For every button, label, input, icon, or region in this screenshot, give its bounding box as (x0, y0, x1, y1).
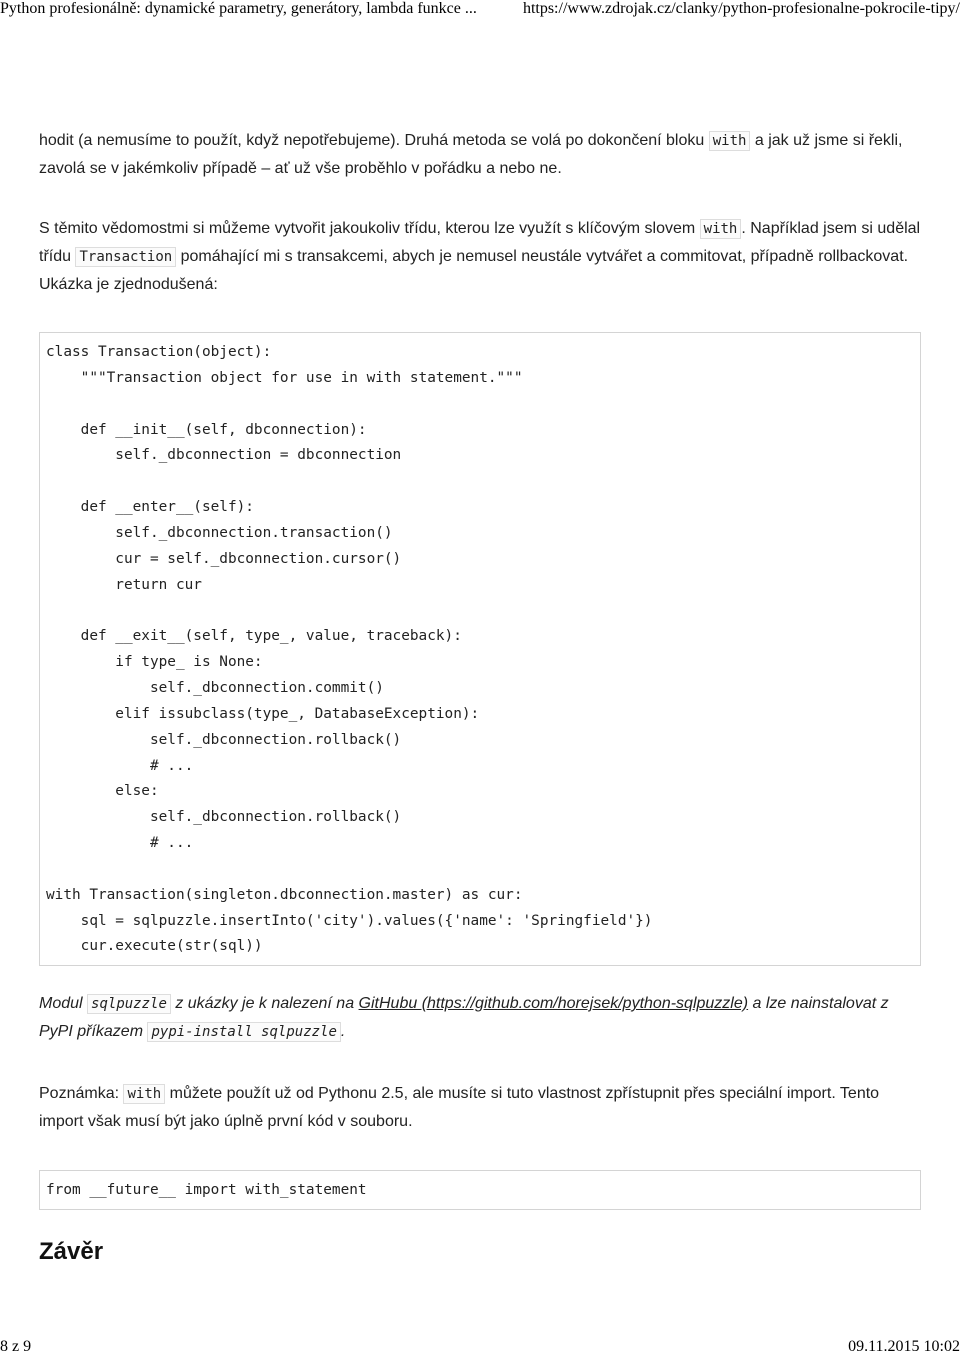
text: pomáhající mi s transakcemi, abych je nemusel neustále vytvářet a commitovat, případně rollbackovat. Ukázka je zjednodušená: (39, 248, 909, 293)
inline-code-sqlpuzzle: sqlpuzzle (87, 994, 171, 1014)
text: . Například jsem si udělal třídu (39, 220, 921, 265)
section-heading-conclusion: Závěr (39, 1238, 104, 1265)
text: . (340, 1023, 346, 1040)
print-header (0, 0, 960, 20)
print-header-url: https://www.zdrojak.cz/clanky/python-profesionalne-pokrocile-tipy/ (522, 0, 960, 17)
print-header-title: Python profesionálně: dynamické parametry, generátory, lambda funkce ... (0, 0, 477, 17)
inline-code-with: with (709, 131, 751, 151)
paragraph-transaction-intro (39, 215, 921, 299)
inline-code-with: with (700, 219, 742, 239)
inline-code-transaction: Transaction (75, 247, 176, 267)
text: S těmito vědomostmi si můžeme vytvořit jakoukoliv třídu, kterou lze využít s klíčovým slovem (39, 220, 700, 237)
github-link[interactable]: GitHubu (https://github.com/horejsek/python-sqlpuzzle) (358, 995, 749, 1012)
paragraph-with-exit (39, 127, 921, 183)
inline-code-with: with (123, 1084, 165, 1104)
text: můžete použít už od Pythonu 2.5, ale musíte si tuto vlastnost zpřístupnit přes speciální import. Tento import však musí být jako úplně první kód v souboru. (39, 1085, 880, 1130)
text: a lze nainstalovat z PyPI příkazem (39, 995, 889, 1040)
text: Poznámka: (39, 1085, 124, 1102)
inline-code-pypi-install: pypi-install sqlpuzzle (147, 1022, 340, 1042)
page-number: 8 z 9 (0, 1338, 32, 1355)
text: a jak už jsme si řekli, zavolá se v jakémkoliv případě – ať už vše proběhlo v pořádku a nebo ne. (39, 132, 903, 177)
article-content (39, 127, 921, 1266)
paragraph-note (39, 1080, 921, 1136)
text: Modul (39, 995, 88, 1012)
text: z ukázky je k nalezení na (170, 995, 359, 1012)
print-footer (0, 1338, 960, 1358)
paragraph-sqlpuzzle (39, 990, 921, 1046)
code-block-future-import: from __future__ import with_statement (39, 1170, 921, 1210)
print-datetime: 09.11.2015 10:02 (848, 1338, 960, 1355)
text: hodit (a nemusíme to použít, když nepotřebujeme). Druhá metoda se volá po dokončení bloku (39, 132, 709, 149)
code-block-transaction: class Transaction(object): """Transaction object for use in with statement.""" def __init__(self, dbconnection): self._dbconnection = dbconnection def __enter__(self): self._dbconnection.transaction() cur = self._dbconnection.cursor() return cur def __exit__(self, type_, value, traceback): if type_ is None: self._dbconnection.commit() elif issubclass(type_, DatabaseException): self._dbconnection.rollback() # ... else: self._dbconnection.rollback() # ... with Transaction(singleton.dbconnection.master) as cur: sql = sqlpuzzle.insertInto('city').values({'name': 'Springfield'}) cur.execute(str(sql)) (39, 332, 921, 966)
